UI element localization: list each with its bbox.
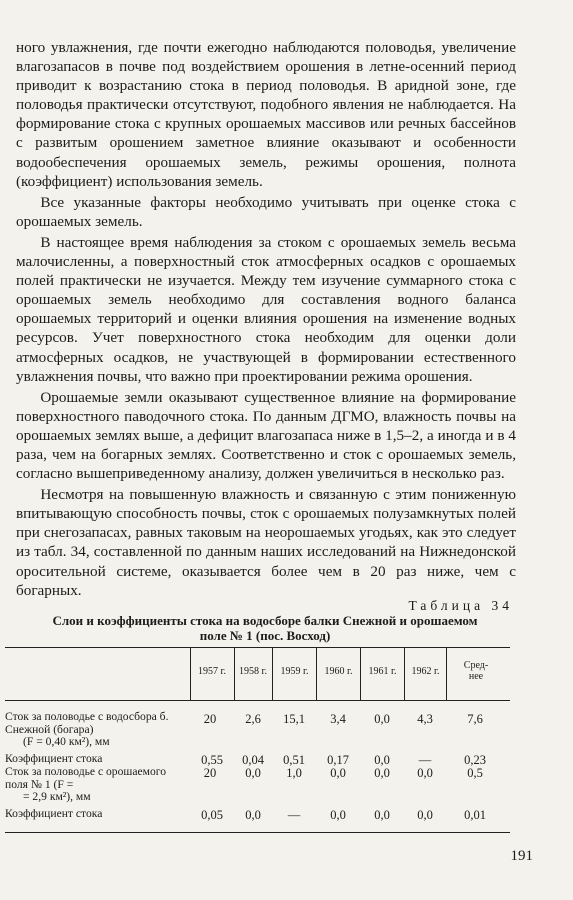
paragraph: В настоящее время наблюдения за стоком с орошаемых земель весьма малочисленны, а поверхностный сток атмосферных осадков с орошаемых полей практически не изучается. Между тем изучение суммарного стока с орошаемых земель необходимо для составления водного баланса орошаемых территорий и оценки влияния орошения на изменение водных ресурсов. Учет поверхностного стока необходим для оценки доли атмосферных осадков, не участвующей в формировании естественного увлажнения почвы, что важно при проектировании режима орошения. bbox=[16, 233, 516, 385]
column-header-line: нее bbox=[468, 671, 484, 682]
table-cell: 0,0 bbox=[374, 808, 390, 822]
row-label-line: Сток за половодье с орошаемого поля № 1 (F = bbox=[5, 765, 167, 791]
column-header: 1959 г. bbox=[280, 666, 309, 677]
table-cell: 0,05 bbox=[201, 808, 223, 822]
table-title-line: поле № 1 (пос. Восход) bbox=[199, 628, 331, 643]
table-cell: 0,0 bbox=[245, 766, 261, 780]
table-cell: 0,51 bbox=[283, 753, 305, 767]
row-label-line: (F = 0,40 км²), мм bbox=[23, 735, 110, 749]
row-label-line: Сток за половодье с водосбора б. Снежной (богара) bbox=[5, 710, 169, 736]
table-cell: 0,0 bbox=[417, 766, 433, 780]
paragraph: Все указанные факторы необходимо учитывать при оценке стока с орошаемых земель. bbox=[16, 193, 516, 230]
table-title bbox=[30, 613, 500, 643]
table-cell: 2,6 bbox=[245, 712, 261, 726]
table-cell: 0,0 bbox=[417, 808, 433, 822]
column-header: 1962 г. bbox=[411, 666, 440, 677]
table-title-line: Слои и коэффициенты стока на водосборе балки Снежной и орошаемом bbox=[52, 613, 478, 628]
table-cell: 0,0 bbox=[330, 766, 346, 780]
table-cell: 0,5 bbox=[467, 766, 483, 780]
table-cell: 0,0 bbox=[245, 808, 261, 822]
row-label bbox=[5, 766, 185, 804]
table-cell: 0,0 bbox=[374, 712, 390, 726]
column-header: 1958 г. bbox=[239, 666, 267, 677]
table-cell: 20 bbox=[203, 766, 217, 780]
table-top-rule bbox=[5, 647, 510, 648]
paragraph: Орошаемые земли оказывают существенное влияние на формирование поверхностного паводочного стока. По данным ДГМО, влажность почвы на орошаемых землях выше, а дефицит влагозапаса ниже в 1,5–2, а иногда и в 4 раза, чем на богарных землях. Соответственно и сток с орошаемых земель, согласно вышеприведенному анализу, должен увеличиться в несколько раз. bbox=[16, 388, 516, 483]
table-cell: 0,0 bbox=[374, 766, 390, 780]
body-text bbox=[16, 38, 516, 602]
column-header: 1961 г. bbox=[368, 666, 397, 677]
table-cell: 20 bbox=[203, 712, 217, 726]
row-label bbox=[5, 808, 185, 821]
row-label-line: = 2,9 км²), мм bbox=[23, 790, 91, 804]
table-cell: 3,4 bbox=[330, 712, 346, 726]
paragraph: ного увлажнения, где почти ежегодно наблюдаются половодья, увеличение влагозапасов в почве под воздействием орошения в летне-осенний период приводит к возрастанию стока в период половодья. В аридной зоне, где половодья практически отсутствуют, подобного явления не наблюдается. На формирование стока с крупных орошаемых массивов или речных бассейнов с развитым орошением заметное влияние оказывают и особенности водообеспечения орошаемых земель, режимы орошения, полнота (коэффициент) использования земель. bbox=[16, 39, 516, 190]
table-cell: 7,6 bbox=[467, 712, 483, 726]
table-bottom-rule bbox=[5, 832, 510, 833]
column-header-average bbox=[447, 660, 505, 682]
table-cell: 1,0 bbox=[286, 766, 302, 780]
table-cell: 15,1 bbox=[283, 712, 305, 726]
row-label-line: Коэффициент стока bbox=[5, 752, 103, 765]
table-cell: 0,17 bbox=[327, 753, 349, 767]
table-cell: — bbox=[287, 808, 301, 822]
column-header: 1960 г. bbox=[324, 666, 353, 677]
table-column-divider bbox=[190, 647, 191, 700]
page-number: 191 bbox=[510, 848, 533, 864]
row-label bbox=[5, 753, 185, 766]
table-cell: 0,55 bbox=[201, 753, 223, 767]
table-label: Таблица 34 bbox=[408, 598, 513, 613]
column-header-line: Сред- bbox=[463, 660, 489, 671]
paragraph: Несмотря на повышенную влажность и связанную с этим пониженную впитывающую способность почвы, сток с орошаемых полузамкнутых полей при снегозапасах, равных таковым на неорошаемых угодьях, как это следует из табл. 34, составленной по данным наших исследований на Нижнедонской оросительной системе, оказывается более чем в 20 раз ниже, чем с богарных. bbox=[16, 486, 516, 599]
row-label bbox=[5, 711, 185, 749]
table-cell: 0,0 bbox=[374, 753, 390, 767]
row-label-line: Коэффициент стока bbox=[5, 807, 103, 820]
table-cell: 0,04 bbox=[242, 753, 264, 767]
table-cell: — bbox=[418, 753, 432, 767]
table-header-rule bbox=[5, 700, 510, 701]
column-header: 1957 г. bbox=[198, 666, 226, 677]
table-cell: 0,0 bbox=[330, 808, 346, 822]
table-cell: 0,23 bbox=[464, 753, 486, 767]
table-cell: 4,3 bbox=[417, 712, 433, 726]
table-cell: 0,01 bbox=[464, 808, 486, 822]
